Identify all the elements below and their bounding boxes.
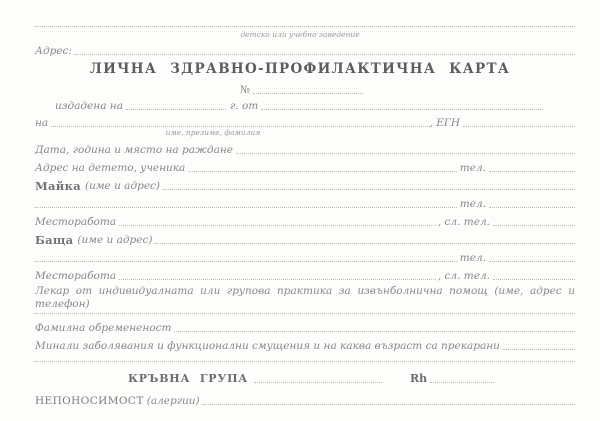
address-blank [75, 53, 575, 55]
number-blank [253, 92, 363, 94]
doctor-blank [35, 313, 575, 314]
name-row [35, 117, 575, 129]
father-sub-label: (име и адрес) [77, 234, 153, 246]
name-of-label: на [35, 117, 49, 129]
mother-blank [163, 188, 575, 190]
mother-workplace-row [35, 216, 575, 228]
father-tel-blank [489, 260, 575, 262]
past-diseases-label: Минали заболявания и функционални смущения и на каква възраст са прекарани [35, 340, 500, 352]
mother-label: Майка [35, 179, 81, 193]
past-diseases-blank [503, 348, 575, 350]
mother-tel-row [35, 198, 575, 210]
father-work-tel-blank [493, 278, 575, 280]
mother-work-tel-blank [493, 224, 575, 226]
egn-label: , ЕГН [429, 117, 460, 129]
intolerance-row [35, 395, 575, 407]
father-row [35, 234, 575, 246]
intolerance-label: НЕПОНОСИМОСТ [35, 395, 144, 407]
tel-label: тел. [459, 198, 486, 210]
institution-blank [35, 26, 575, 27]
child-tel-blank [489, 170, 575, 172]
rh-blank [430, 381, 494, 383]
institution-caption: детско или учебно заведение [240, 30, 360, 39]
mother-workplace-blank [119, 224, 436, 226]
blood-group-label: КРЪВНА ГРУПА [128, 372, 249, 385]
father-blank [155, 242, 575, 244]
workplace-label: Месторабота [35, 216, 117, 228]
address-row [35, 45, 575, 57]
father-tel-row [35, 252, 575, 264]
tel-label: тел. [459, 252, 486, 264]
past-diseases-row [35, 340, 575, 352]
intolerance-blank [203, 403, 575, 405]
rh-label: Rh [410, 372, 428, 385]
intolerance-sub-label: (алергии) [146, 395, 200, 407]
father-address-blank [35, 260, 457, 262]
birth-row [35, 144, 575, 156]
past-diseases-blank-line [35, 361, 575, 362]
issued-row [55, 100, 543, 112]
birth-blank [236, 152, 575, 154]
family-history-label: Фамилна обремененост [35, 322, 172, 334]
doctor-label: Лекар от индивидуалната или групова практика за извънболнична помощ (име, адрес и телефон) [35, 285, 575, 310]
tel-label: тел. [459, 162, 486, 174]
blood-group-row [35, 373, 575, 385]
mother-row [35, 180, 575, 192]
work-tel-label: , сл. тел. [437, 270, 490, 282]
work-tel-label: , сл. тел. [437, 216, 490, 228]
issuer-blank [261, 108, 543, 110]
mother-address-blank [35, 206, 457, 208]
child-address-blank [188, 170, 456, 172]
issued-on-label: издадена на [55, 100, 123, 112]
mother-sub-label: (име и адрес) [84, 180, 161, 192]
address-label: Адрес: [35, 45, 72, 57]
page-title: ЛИЧНА ЗДРАВНО-ПРОФИЛАКТИЧНА КАРТА [89, 61, 511, 77]
family-history-blank [174, 330, 575, 332]
egn-blank [463, 125, 575, 127]
card-number-row [35, 84, 575, 96]
name-blank [51, 125, 429, 127]
issued-date-blank [126, 108, 226, 110]
father-workplace-row [35, 270, 575, 282]
birth-label: Дата, година и място на раждане [35, 144, 233, 156]
workplace-label: Месторабота [35, 270, 117, 282]
year-from-label: г. от [229, 100, 259, 112]
number-sign: № [240, 84, 250, 96]
father-label: Баща [35, 233, 74, 247]
name-caption: име, презиме, фамилия [165, 128, 261, 137]
child-address-row [35, 162, 575, 174]
child-address-label: Адрес на детето, ученика [35, 162, 186, 174]
mother-tel-blank [489, 206, 575, 208]
father-workplace-blank [119, 278, 436, 280]
family-history-row [35, 322, 575, 334]
blood-group-blank [254, 381, 382, 383]
